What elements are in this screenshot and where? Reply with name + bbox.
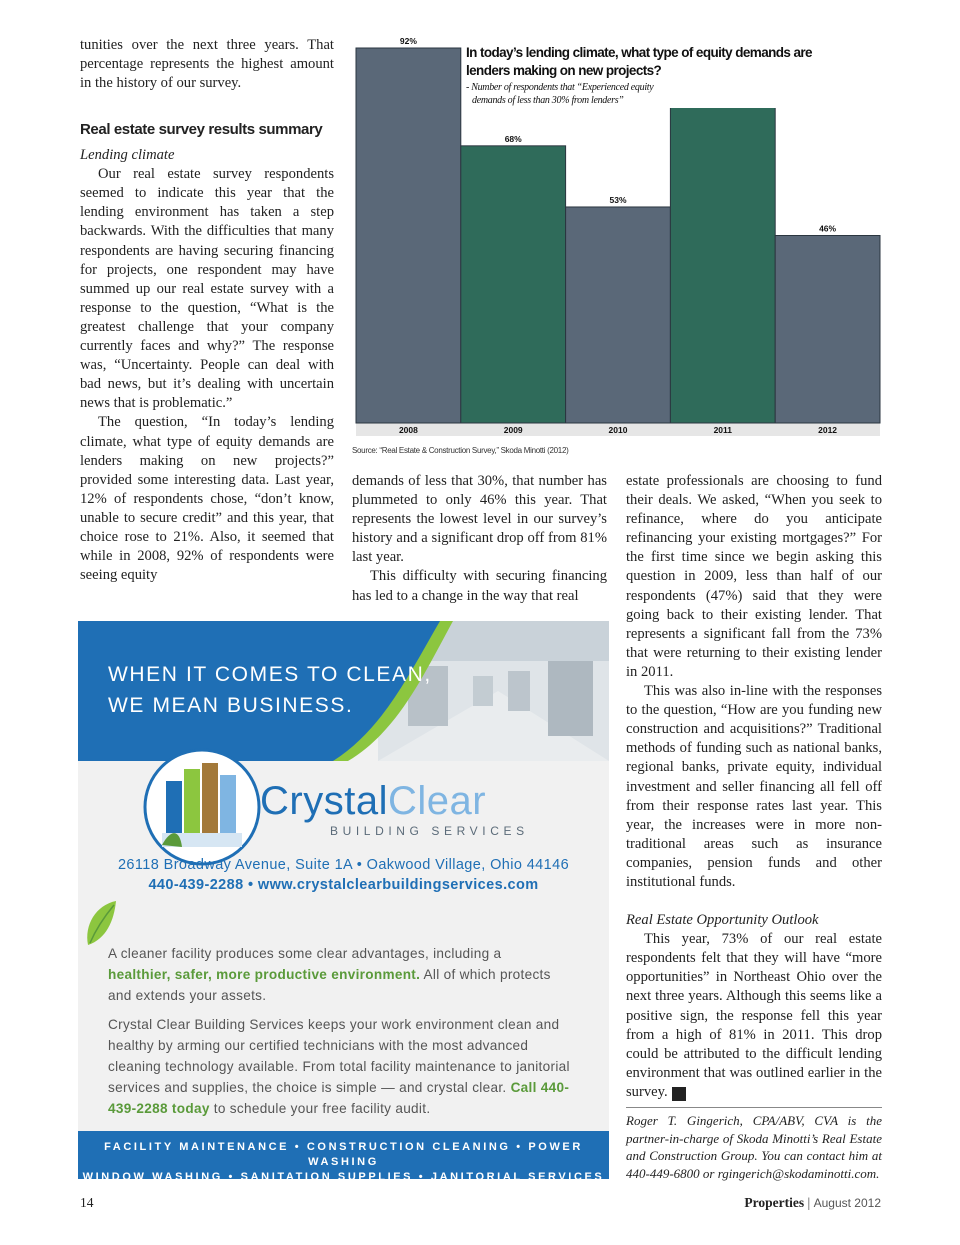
ad-body	[108, 944, 578, 1128]
page-number: 14	[80, 1195, 94, 1210]
x-tick-2008: 2008	[398, 425, 418, 435]
x-tick-2009: 2009	[503, 425, 523, 435]
brand-subtitle: BUILDING SERVICES	[330, 824, 529, 838]
brand-part-1: Crystal	[260, 779, 388, 823]
value-label-2009: 68%	[504, 133, 522, 144]
call-to-action[interactable]: Call 440-439-2288 today	[108, 1079, 570, 1116]
text: Crystal Clear Building Services keeps your work environment clean and healthy by arming our certified technicians with the most advanced cleaning technology available. From total facility maintenance to janitorial services and supplies, the choice is simple — and crystal clear.	[108, 1017, 570, 1095]
slogan-line-1: WHEN IT COMES TO CLEAN,	[108, 663, 432, 686]
leaf-icon	[84, 899, 118, 947]
end-mark-icon: P	[672, 1087, 686, 1101]
separator: |	[807, 1195, 811, 1210]
paragraph-text: This year, 73% of our real estate respondents felt that they will have “more opportunities” in Northeast Ohio over the next three years. Although this seems like a positive sign, the response fell this year from a high of 81% in 2011. This drop could be attributed to the difficult lending environment that was outlined earlier in the survey.	[626, 931, 882, 1100]
chart-title-line-2: lenders making on new projects?	[466, 63, 662, 78]
paragraph: This difficulty with securing financing has led to a change in the way that real	[352, 568, 607, 604]
section-heading: Real estate survey results summary	[80, 121, 323, 138]
chart-subtitle-line-1: - Number of respondents that “Experienced equity	[466, 82, 654, 93]
paragraph: The question, “In today’s lending climate, what type of equity demands are lenders making on new projects?” provided some interesting data. Last year, 12% of respondents chose, “don’t know, unable to secure credit” and this year, that choice rose to 21%. Also, it seemed that while in 2008, 92% of respondents were seeing equity	[80, 414, 334, 584]
highlight-text: healthier, safer, more productive environment.	[108, 966, 421, 982]
column-2	[352, 472, 607, 606]
crystal-clear-advertisement[interactable]	[78, 621, 609, 1179]
ad-address: 26118 Broadway Avenue, Suite 1A • Oakwood Village, Ohio 44146	[117, 857, 570, 873]
subhead-opportunity-outlook: Real Estate Opportunity Outlook	[626, 912, 819, 929]
issue-date: August 2012	[813, 1196, 881, 1210]
services-line-1: FACILITY MAINTENANCE • CONSTRUCTION CLEANING • POWER WASHING	[104, 1141, 583, 1168]
x-tick-2012: 2012	[818, 425, 838, 435]
chart-svg	[352, 36, 882, 461]
bar-2010	[566, 207, 671, 423]
ad-body-paragraph-2	[108, 1015, 578, 1119]
services-line-2: WINDOW WASHING • SANITATION SUPPLIES • JANITORIAL SERVICES	[82, 1171, 605, 1179]
publication-footer	[744, 1195, 881, 1211]
text: to schedule your free facility audit.	[209, 1100, 431, 1116]
publication-name: Properties	[744, 1195, 805, 1210]
slogan-line-2: WE MEAN BUSINESS.	[108, 694, 354, 717]
paragraph: Our real estate survey respondents seemed to indicate this year that the lending environment has taken a step backwards. With the difficulties that many respondents are having securing financing for projects, one respondent may have summed up our real estate survey with a response to the question, “What is the greatest challenge that your company currently faces and why?” The response was, “Uncertainty. People can deal with bad news, but it’s dealing with uncertain news that is problematic.”	[80, 166, 334, 412]
buildings-logo-icon	[142, 747, 262, 867]
chart-title-line-1: In today’s lending climate, what type of equity demands are	[466, 45, 812, 60]
value-label-2010: 53%	[609, 194, 627, 205]
ad-phone-website[interactable]: 440-439-2288 • www.crystalclearbuildingservices.com	[148, 877, 539, 893]
equity-demands-bar-chart	[352, 36, 882, 461]
text: A cleaner facility produces some clear advantages, including a	[108, 946, 502, 961]
paragraph: estate professionals are choosing to fund their deals. We asked, “When you seek to refinance, where do you anticipate refinancing your existing mortgages?” For the first time since we begin asking this question in 2009, less than half of our respondents (47%) said that they were going back to their existing lender. That represents a significant fall from the 73% that were returning to their existing lender in 2011.	[626, 473, 882, 680]
value-label-2012: 46%	[819, 223, 837, 234]
bar-2011	[670, 93, 775, 423]
column-1	[80, 120, 334, 585]
brand-part-2: Clear	[387, 779, 487, 823]
paragraph: demands of less that 30%, that number has plummeted to only 46% this year. That represents the lowest level in our survey’s history and a significant drop off from 81% last year.	[352, 473, 607, 566]
paragraph-final	[626, 930, 882, 1102]
ad-services-bar	[78, 1131, 609, 1179]
subhead-lending-climate: Lending climate	[80, 147, 175, 164]
ad-slogan	[108, 659, 432, 721]
x-tick-2011: 2011	[713, 425, 733, 435]
column-3	[626, 472, 882, 1102]
bar-2008	[356, 48, 461, 423]
bar-2012	[775, 236, 880, 424]
bio-divider	[626, 1107, 882, 1108]
column-1-lede	[80, 36, 334, 93]
x-tick-2010: 2010	[608, 425, 628, 435]
ad-body-paragraph-1	[108, 944, 578, 1006]
paragraph: This was also in-line with the responses to the question, “How are you funding new construction and acquisitions?” Traditional methods of funding such as national banks, regional banks, private equity, individual investment and seller financing all fell off from their response rates last year. This year, the increases were in more non-traditional areas such as insurance companies, pension funds and other institutional funds.	[626, 683, 882, 890]
author-bio: Roger T. Gingerich, CPA/ABV, CVA is the partner-in-charge of Skoda Minotti’s Real Estate and Construction Group. You can contact him at 440-449-6800 or rgingerich@skodaminotti.com.	[626, 1113, 882, 1182]
chart-subtitle-line-2: demands of less than 30% from lenders”	[472, 95, 624, 106]
brand-name	[260, 779, 486, 824]
value-label-2008: 92%	[399, 36, 417, 46]
lede-text: tunities over the next three years. That percentage represents the highest amount in the history of our survey.	[80, 37, 334, 92]
text: All of which protects and extends your assets.	[108, 966, 551, 1003]
bar-2009	[461, 146, 566, 423]
chart-source: Source: “Real Estate & Construction Survey,” Skoda Minotti (2012)	[352, 446, 569, 455]
